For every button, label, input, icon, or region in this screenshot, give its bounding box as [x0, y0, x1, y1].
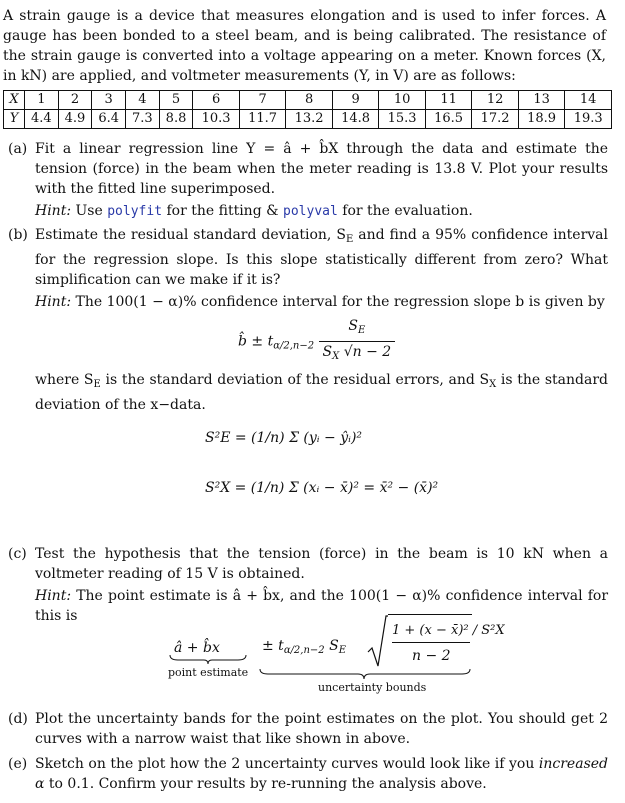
- uncertainty-numerator: 1 + (x − x̄)² / S²X: [392, 623, 505, 638]
- part-b-hint: [35, 292, 608, 312]
- table-cell: 5: [159, 91, 193, 110]
- polyfit-code: polyfit: [107, 204, 163, 219]
- se-formula: S²E = (1/n) Σ (yᵢ − ŷᵢ)²: [205, 430, 363, 446]
- slope-ci-formula: b̂ ± $t_{\alpha/2,n-2}$ $\frac{S_E}{S_X √n - 2}$: [238, 316, 395, 367]
- hint-mid: for the fitting &: [166, 203, 279, 219]
- table-row-y: [4, 110, 612, 129]
- hint-text: The 100(1 − α)% confidence interval for the regression slope b is given by: [75, 294, 605, 310]
- part-c: [8, 544, 608, 626]
- part-e-label: (e): [8, 756, 28, 772]
- part-b: [8, 225, 608, 312]
- row-header-y: Y: [4, 110, 25, 129]
- table-cell: 14: [565, 91, 612, 110]
- uncertainty-term: ± $t_{\alpha/2,n-2}$ $S_E$: [262, 638, 347, 656]
- hint-text: The point estimate is â + b̂x, and the 100(1 − α)% confidence interval for this is: [35, 588, 609, 624]
- table-cell: 12: [472, 91, 519, 110]
- part-c-label: (c): [8, 546, 27, 562]
- uncertainty-denominator: n − 2: [412, 648, 451, 664]
- uncertainty-caption: uncertainty bounds: [318, 681, 427, 694]
- table-cell: 4: [126, 91, 160, 110]
- table-cell: 4.9: [58, 110, 92, 129]
- hint-post: for the evaluation.: [342, 203, 473, 219]
- table-cell: 14.8: [332, 110, 379, 129]
- part-d-text: Plot the uncertainty bands for the point estimates on the plot. You should get 2 curves with a narrow waist that like shown in above.: [35, 711, 608, 747]
- part-a: [8, 139, 608, 222]
- part-d: [8, 709, 608, 749]
- point-estimate-caption: point estimate: [168, 666, 249, 679]
- polyval-code: polyval: [283, 204, 338, 219]
- part-b-text: Estimate the residual standard deviation, $S_E$ and find a 95% confidence interval for the regression slope. Is this slope statistically different from zero? What simplification can we make if it is?: [35, 227, 609, 288]
- table-cell: 3: [92, 91, 126, 110]
- part-c-hint: [35, 586, 608, 626]
- table-cell: 7: [239, 91, 286, 110]
- table-cell: 19.3: [565, 110, 612, 129]
- table-cell: 6: [193, 91, 240, 110]
- part-a-hint: [35, 201, 608, 222]
- sx-formula: S²X = (1/n) Σ (xᵢ − x̄)² = x̄² − (x̄)²: [205, 480, 439, 496]
- part-d-label: (d): [8, 711, 28, 727]
- table-cell: 4.4: [25, 110, 59, 129]
- row-header-x: X: [4, 91, 25, 110]
- table-cell: 7.3: [126, 110, 160, 129]
- hint-pre: Use: [75, 203, 103, 219]
- table-cell: 15.3: [379, 110, 426, 129]
- where-text: where $S_E$ is the standard deviation of the residual errors, and $S_X$ is the standard deviation of the x−data.: [35, 372, 608, 413]
- table-cell: 1: [25, 91, 59, 110]
- table-cell: 2: [58, 91, 92, 110]
- table-cell: 13.2: [286, 110, 333, 129]
- part-b-where: [8, 370, 608, 415]
- table-row-x: [4, 91, 612, 110]
- part-e-text: Sketch on the plot how the 2 uncertainty curves would look like if you increased α to 0.1. Confirm your results by re-running the analysis above.: [35, 756, 608, 792]
- sqrt-sign: [366, 614, 388, 668]
- part-a-label: (a): [8, 141, 28, 157]
- table-cell: 8.8: [159, 110, 193, 129]
- table-cell: 17.2: [472, 110, 519, 129]
- part-b-label: (b): [8, 227, 28, 243]
- part-c-text: Test the hypothesis that the tension (force) in the beam is 10 kN when a voltmeter reading of 15 V is obtained.: [35, 546, 608, 582]
- table-cell: 13: [518, 91, 565, 110]
- table-cell: 11.7: [239, 110, 286, 129]
- table-cell: 9: [332, 91, 379, 110]
- point-estimate: â + b̂x: [174, 640, 220, 656]
- table-cell: 10: [379, 91, 426, 110]
- table-cell: 6.4: [92, 110, 126, 129]
- hint-label: Hint:: [35, 588, 72, 604]
- table-cell: 10.3: [193, 110, 240, 129]
- part-a-text: Fit a linear regression line Y = â + b̂X through the data and estimate the tension (force) in the beam when the meter reading is 13.8 V. Plot your results with the fitted line superimposed.: [35, 141, 608, 197]
- table-cell: 18.9: [518, 110, 565, 129]
- table-cell: 8: [286, 91, 333, 110]
- intro-text: A strain gauge is a device that measures elongation and is used to infer forces. A gauge has been bonded to a steel beam, and is being calibrated. The resistance of the strain gauge is converted into a voltage appearing on a meter. Known forces (X, in kN) are applied, and voltmeter measurements (Y, in V) are as follows:: [3, 8, 606, 84]
- table-cell: 16.5: [425, 110, 472, 129]
- hint-label: Hint:: [35, 294, 72, 310]
- part-e: [8, 754, 608, 794]
- table-cell: 11: [425, 91, 472, 110]
- data-table: [3, 90, 612, 129]
- intro-paragraph: [3, 6, 606, 86]
- hint-label: Hint:: [35, 203, 72, 219]
